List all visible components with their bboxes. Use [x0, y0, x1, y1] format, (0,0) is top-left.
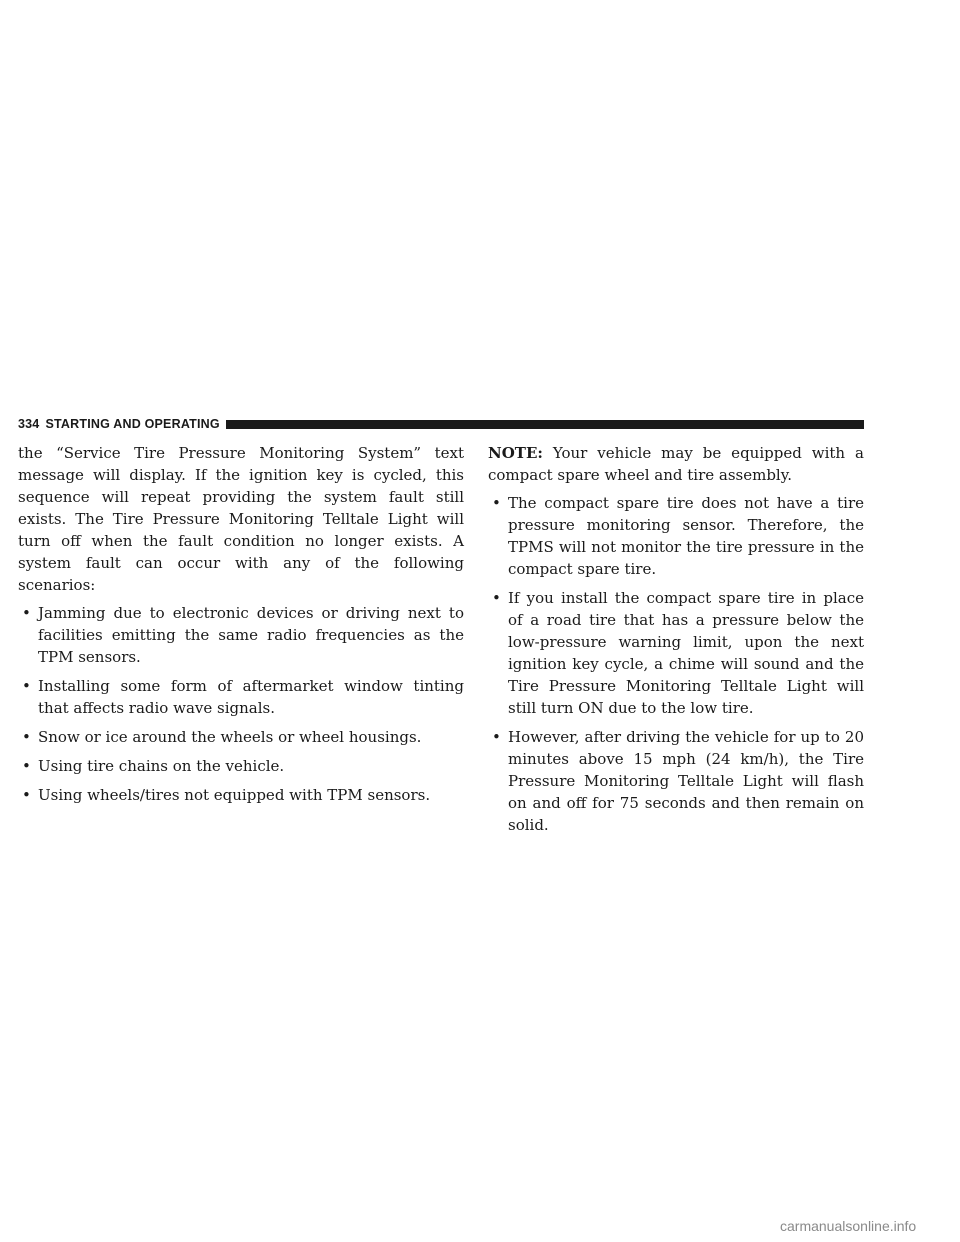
list-item: • Using wheels/tires not equipped with TPM sensors.	[22, 786, 431, 804]
bullet-icon: •	[492, 494, 501, 512]
bullet-icon: •	[22, 757, 31, 775]
note-paragraph	[488, 442, 864, 486]
bullet-icon: •	[22, 786, 31, 804]
right-column	[488, 442, 864, 843]
list-item: • If you install the compact spare tire in place of a road tire that has a pressure below the low-pressure warning limit, upon the next ignition key cycle, a chime will sound and the Tire Pressure Monitoring Telltale Light will still turn ON due to the low tire.	[492, 589, 864, 717]
list-item: • The compact spare tire does not have a tire pressure monitoring sensor. Therefore, the TPMS will not monitor the tire pressure in the compact spare tire.	[492, 494, 864, 578]
left-column	[18, 442, 464, 813]
list-item: • Snow or ice around the wheels or wheel housings.	[22, 728, 422, 746]
page-number: 334	[18, 417, 40, 431]
bullet-icon: •	[22, 677, 31, 695]
header-rule	[226, 420, 864, 429]
watermark-text: carmanualsonline.info	[780, 1218, 917, 1234]
note-text: Your vehicle may be equipped with a compact spare wheel and tire assembly.	[488, 444, 864, 484]
bullet-icon: •	[492, 589, 501, 607]
bullet-icon: •	[492, 728, 501, 746]
list-item: • However, after driving the vehicle for up to 20 minutes above 15 mph (24 km/h), the Tire Pressure Monitoring Telltale Light will flash on and off for 75 seconds and then remain on solid.	[492, 728, 864, 834]
left-bullet-list	[18, 602, 464, 806]
page-header	[18, 416, 864, 432]
bullet-icon: •	[22, 604, 31, 622]
list-item: • Using tire chains on the vehicle.	[22, 757, 285, 775]
intro-paragraph: the “Service Tire Pressure Monitoring System” text message will display. If the ignition key is cycled, this sequence will repeat providing the system fault still exists. The Tire Pressure Monitoring Telltale Light will turn off when the fault condition no longer exists. A system fault can occur with any of the following scenarios:	[18, 444, 464, 594]
right-bullet-list	[488, 492, 864, 836]
list-item: • Installing some form of aftermarket window tinting that affects radio wave signals.	[22, 677, 464, 717]
note-label: NOTE:	[488, 444, 543, 462]
section-title: STARTING AND OPERATING	[45, 417, 220, 431]
bullet-icon: •	[22, 728, 31, 746]
list-item: • Jamming due to electronic devices or driving next to facilities emitting the same radio frequencies as the TPM sensors.	[22, 604, 464, 666]
